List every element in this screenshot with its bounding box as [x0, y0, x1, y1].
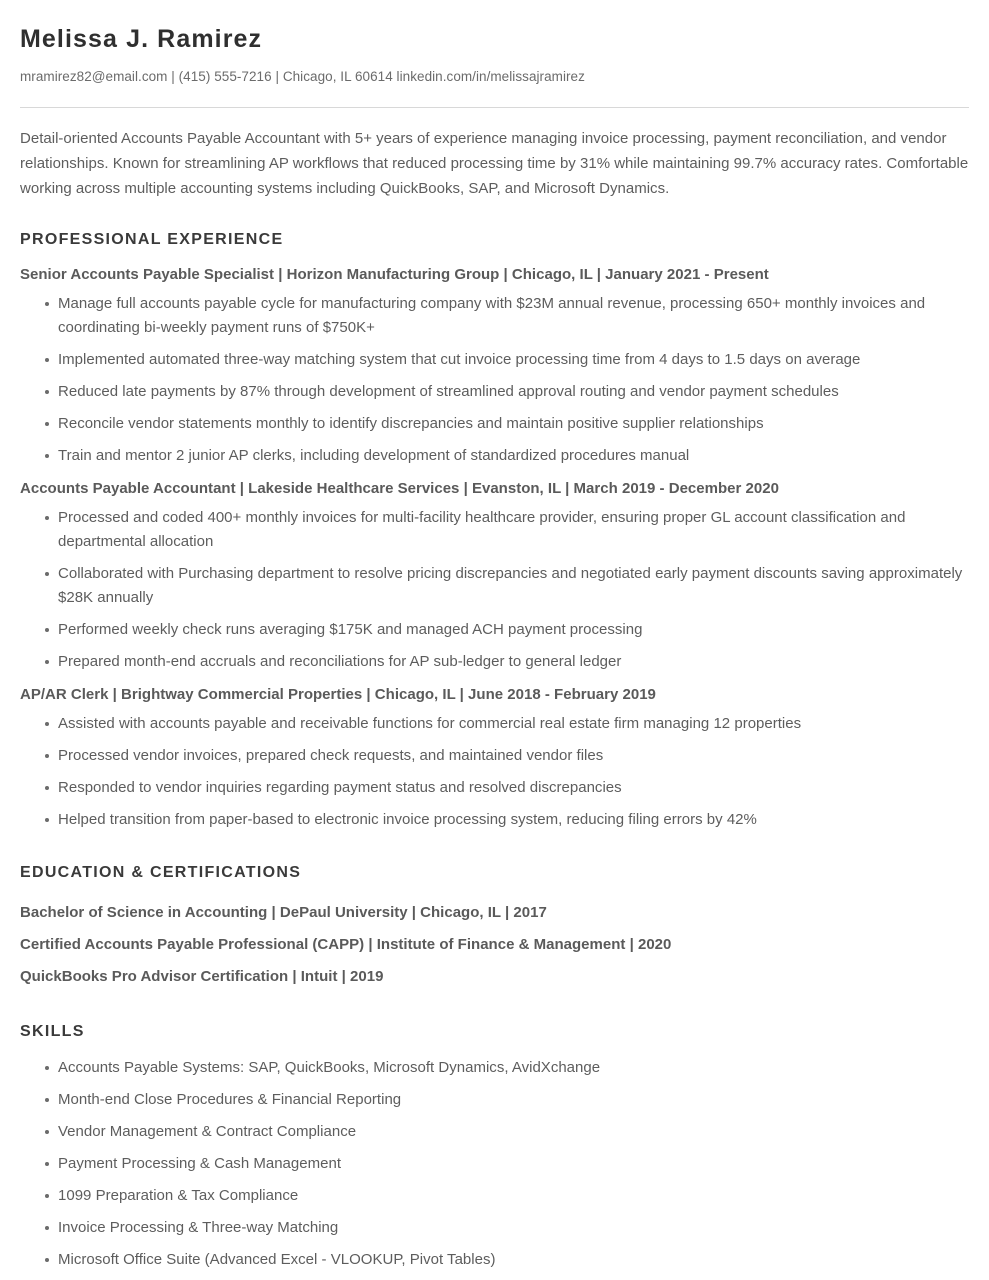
- list-item: Certified Accounts Payable Professional (CAPP) | Institute of Finance & Management | 2020: [20, 936, 672, 953]
- list-item: Accounts Payable Systems: SAP, QuickBooks, Microsoft Dynamics, AvidXchange: [20, 1056, 969, 1080]
- job-heading: Accounts Payable Accountant | Lakeside Healthcare Services | Evanston, IL | March 2019 - December 2020: [20, 480, 779, 497]
- section-title-education: EDUCATION & CERTIFICATIONS: [20, 864, 302, 881]
- list-item: 1099 Preparation & Tax Compliance: [20, 1184, 969, 1208]
- candidate-name: Melissa J. Ramirez: [20, 25, 263, 53]
- list-item: Collaborated with Purchasing department to resolve pricing discrepancies and negotiated early payment discounts saving approximately $28K annually: [20, 562, 969, 610]
- job-bullet-list: [20, 712, 969, 832]
- job-bullet-list: [20, 506, 969, 674]
- section-education-certifications: [20, 862, 969, 993]
- section-professional-experience: [20, 229, 969, 832]
- list-item: Bachelor of Science in Accounting | DePaul University | Chicago, IL | 2017: [20, 904, 547, 921]
- list-item: Implemented automated three-way matching system that cut invoice processing time from 4 days to 1.5 days on average: [20, 348, 969, 372]
- list-item: Processed and coded 400+ monthly invoices for multi-facility healthcare provider, ensuring proper GL account classification and departmental allocation: [20, 506, 969, 554]
- section-skills: [20, 1021, 969, 1272]
- list-item: Processed vendor invoices, prepared check requests, and maintained vendor files: [20, 744, 969, 768]
- skills-list: [20, 1056, 969, 1272]
- list-item: Performed weekly check runs averaging $175K and managed ACH payment processing: [20, 618, 969, 642]
- list-item: Reduced late payments by 87% through development of streamlined approval routing and vendor payment schedules: [20, 380, 969, 404]
- job-entry: [20, 684, 969, 832]
- list-item: Vendor Management & Contract Compliance: [20, 1120, 969, 1144]
- education-list: [20, 897, 969, 993]
- list-item: QuickBooks Pro Advisor Certification | Intuit | 2019: [20, 968, 384, 985]
- list-item: Payment Processing & Cash Management: [20, 1152, 969, 1176]
- job-bullet-list: [20, 292, 969, 468]
- list-item: Helped transition from paper-based to electronic invoice processing system, reducing filing errors by 42%: [20, 808, 969, 832]
- list-item: Manage full accounts payable cycle for manufacturing company with $23M annual revenue, processing 650+ monthly invoices and coordinating bi-weekly payment runs of $750K+: [20, 292, 969, 340]
- list-item: Responded to vendor inquiries regarding payment status and resolved discrepancies: [20, 776, 969, 800]
- job-entry: [20, 264, 969, 468]
- list-item: Microsoft Office Suite (Advanced Excel - VLOOKUP, Pivot Tables): [20, 1248, 969, 1272]
- job-heading: Senior Accounts Payable Specialist | Horizon Manufacturing Group | Chicago, IL | January 2021 - Present: [20, 266, 769, 283]
- contact-line: mramirez82@email.com | (415) 555-7216 | Chicago, IL 60614 linkedin.com/in/melissajramirez: [20, 69, 585, 84]
- section-title-experience: PROFESSIONAL EXPERIENCE: [20, 231, 284, 248]
- section-title-skills: SKILLS: [20, 1023, 85, 1040]
- list-item: Train and mentor 2 junior AP clerks, including development of standardized procedures manual: [20, 444, 969, 468]
- header-divider: [20, 107, 969, 108]
- list-item: Assisted with accounts payable and receivable functions for commercial real estate firm managing 12 properties: [20, 712, 969, 736]
- job-heading: AP/AR Clerk | Brightway Commercial Properties | Chicago, IL | June 2018 - February 2019: [20, 686, 656, 703]
- list-item: Reconcile vendor statements monthly to identify discrepancies and maintain positive supplier relationships: [20, 412, 969, 436]
- list-item: Month-end Close Procedures & Financial Reporting: [20, 1088, 969, 1112]
- list-item: Invoice Processing & Three-way Matching: [20, 1216, 969, 1240]
- job-entry: [20, 478, 969, 674]
- list-item: Prepared month-end accruals and reconciliations for AP sub-ledger to general ledger: [20, 650, 969, 674]
- professional-summary: Detail-oriented Accounts Payable Accountant with 5+ years of experience managing invoice processing, payment reconciliation, and vendor relationships. Known for streamlining AP workflows that reduced processing time by 31% while maintaining 99.7% accuracy rates. Comfortable working across multiple accounting systems including QuickBooks, SAP, and Microsoft Dynamics.: [20, 130, 969, 197]
